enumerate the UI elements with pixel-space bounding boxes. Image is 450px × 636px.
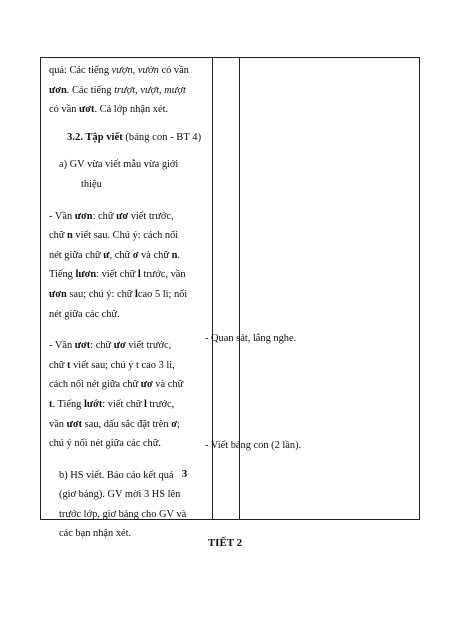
item-a: a) GV vừa viết mẫu vừa giới thiệu bbox=[59, 159, 179, 190]
time-value: 3 bbox=[181, 468, 188, 480]
section-title: TIẾT 2 bbox=[207, 537, 243, 549]
item-b: b) HS viết. Báo cáo kết quả (giơ bảng). GV mời 3 HS lên trước lớp, giơ bảng cho GV và các bạn nhận xét. bbox=[59, 469, 187, 540]
paragraph-uon: - Vần ươn: chữ ươ viết trước, chữ n viết sau. Chú ý: cách nối nét giữa chữ ư, chữ ơ và chữ n. Tiếng lươn: viết chữ l trước, vần ươn sau; chú ý: chữ lcao 5 li; nối nét giữa các chữ. bbox=[49, 210, 188, 320]
paragraph-result: quả: Các tiếng vượn, vườn có vần ươn. Các tiếng trượt, vượt, mượt có vần ươt. Cả lớp nhận xét. bbox=[49, 65, 189, 116]
student-activity-observe: - Quan sát, lắng nghe. bbox=[205, 333, 297, 344]
student-activity-write: - Viết bảng con (2 lần). bbox=[205, 440, 302, 451]
section-heading: 3.2. Tập viết (bảng con - BT 4) bbox=[67, 131, 202, 143]
paragraph-uot: - Vần ươt: chữ ươ viết trước, chữ t viết sau; chú ý t cao 3 li, cách nối nét giữa chữ ươ và chữ t. Tiếng lướt: viết chữ l trước, vần ươt sau, dấu sắc đặt trên ơ; chú ý nối nét giữa các chữ. bbox=[49, 340, 184, 450]
